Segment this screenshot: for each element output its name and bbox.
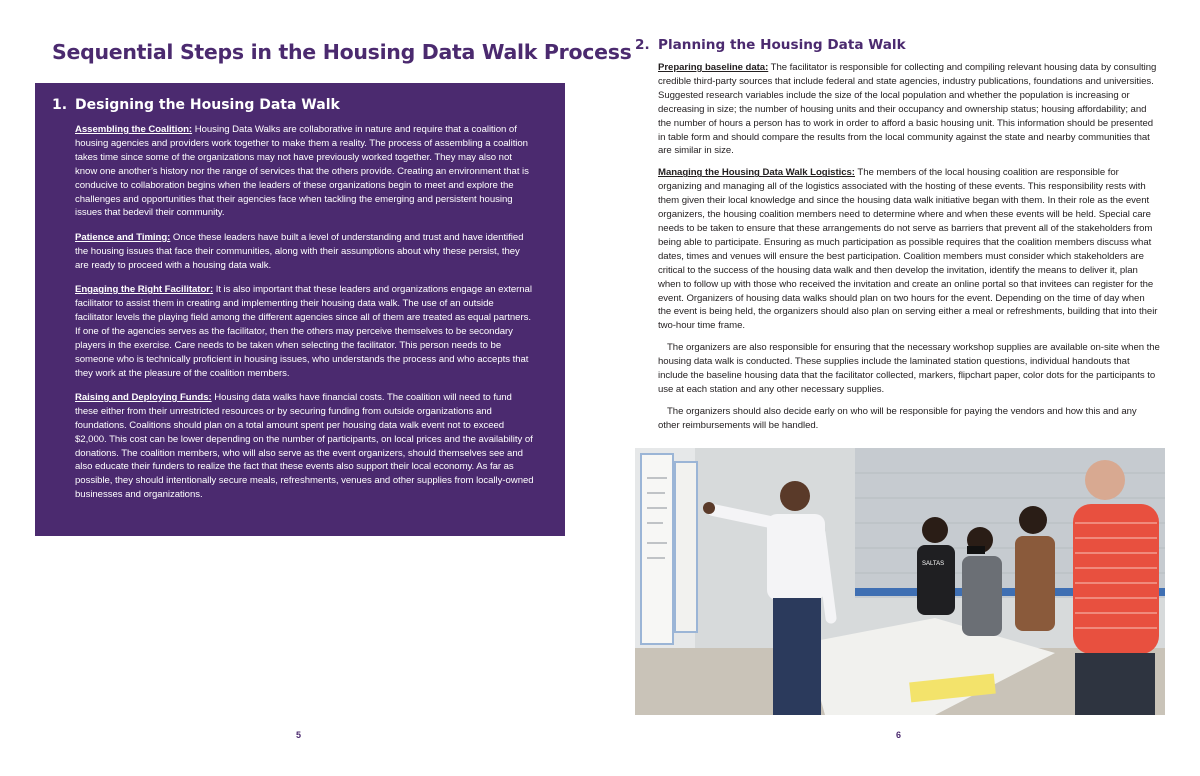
- paragraph-assembling-coalition: [75, 123, 534, 220]
- section-heading: [635, 37, 906, 53]
- paragraph-lead: Preparing baseline data:: [658, 62, 769, 73]
- paragraph-baseline-data: [658, 61, 1160, 158]
- paragraph-lead: Managing the Housing Data Walk Logistics:: [658, 167, 855, 179]
- section-number: 2.: [635, 37, 650, 53]
- section-heading: [52, 97, 340, 113]
- paragraph-reimbursements: The organizers should also decide early on who will be responsible for paying the vendors and how this and any other reimbursements will be handled.: [658, 405, 1137, 431]
- page-number: 6: [896, 730, 902, 740]
- paragraph-lead: Patience and Timing:: [75, 231, 171, 243]
- page-number: 5: [296, 730, 302, 740]
- workshop-photo-illustration: [635, 448, 1165, 715]
- page-title: Sequential Steps in the Housing Data Walk Process: [52, 40, 632, 64]
- section-heading-text: Planning the Housing Data Walk: [658, 37, 906, 53]
- section-body: [658, 61, 1160, 441]
- paragraph-text: The facilitator is responsible for collecting and compiling relevant housing data by consulting credible third-party sources that include federal and state agencies, industry publications, foundations and universities. Suggested research variables include the size of the local population and whether the population is increasing or decreasing in size; the number of housing units and their occupancy and ownership status; housing affordability; and the number of hours a person has to work in order to afford a basic housing unit. This information should be presented in table form and should compare the results from the local community against the state and nearby communities that are similar in size.: [658, 62, 1157, 157]
- right-page: [600, 0, 1200, 776]
- section-number: 1.: [52, 97, 68, 113]
- paragraph-supplies: The organizers are also responsible for ensuring that the necessary workshop supplies are available on-site when the housing data walk is conducted. These supplies include the laminated station questions, individual handouts that include the baseline housing data that the facilitator collected, markers, flipchart paper, color dots for the participants to use at each station and any other necessary supplies.: [658, 342, 1160, 395]
- paragraph-logistics: [658, 166, 1160, 333]
- paragraph-lead: Raising and Deploying Funds:: [75, 391, 212, 403]
- workshop-photo: [635, 448, 1165, 715]
- shirt-text: SALTAS: [922, 561, 945, 567]
- paragraph-text: Housing data walks have financial costs. The coalition will need to fund these either from their unrestricted resources or by securing funding from outside organizations and foundations. Coalitions should plan on a total amount spent per housing data walk event not to exceed $2,000. This cost can be lower depending on the number of participants, on local prices and the availability of donations. The coalition members, who will also serve as the event organizers, should themselves see and also educate their funders to realize the fact that these events also support their local economy. As far as possible, they should intentionally secure meals, refreshments, venues and other supplies from locally-owned businesses and organizations.: [75, 391, 534, 501]
- paragraph-right-facilitator: [75, 283, 534, 380]
- paragraph-lead: Assembling the Coalition:: [75, 124, 193, 135]
- paragraph-raising-funds: [75, 391, 534, 502]
- paragraph-lead: Engaging the Right Facilitator:: [75, 284, 214, 296]
- section-body: [75, 123, 534, 513]
- paragraph-text: The members of the local housing coalition are responsible for organizing and managing all of the logistics associated with the hosting of these events. This responsibility rests with them given their local knowledge and since the housing data walk initiative began with them. In their role as the event organizers, the housing coalition members need to determine where and when these events will be held. Special care needs to be taken to ensure that these arrangements do not serve as barriers that prevent all of the stakeholders from being able to participate. Ensuring as much participation as possible requires that the coalition members discuss what dates, times and venues will ensure the best participation. Coalition members must consider which stakeholders are critical to the success of the housing data walk and then develop the invitation, identify the means to deliver it, plan when to follow up with those who received the invitation and create an online portal so that invitees can register for the event. Organizers of housing data walks should plan on two hours for the event. Depending on the time of day when the event is being held, the organizers should also plan on serving either a meal or refreshments, building that into their two-hour time frame.: [658, 167, 1158, 332]
- section-heading-text: Designing the Housing Data Walk: [75, 97, 340, 113]
- paragraph-text: It is also important that these leaders and organizations engage an external facilitator to assist them in creating and implementing their housing data walk. The use of an outside facilitator levels the playing field among the different agencies since all of them are treated as equal partners. If one of the agencies serves as the facilitator, then the others may perceive themselves to be secondary players in the exercise. Care needs to be taken when selecting the facilitator. This person needs to be someone who is technically proficient in housing issues, who understands the process and who accepts that they work at the pleasure of the coalition members.: [75, 284, 532, 379]
- paragraph-patience-timing: [75, 231, 534, 273]
- designing-section-panel: [35, 83, 565, 536]
- paragraph-text: Housing Data Walks are collaborative in nature and require that a coalition of housing agencies and providers work together to make them a reality. The process of assembling a coalition takes time since some of the organizations may not have previously worked together. They may also not know one another’s history nor the range of services that the others provide. Creating an environment that is conducive to collaboration begins when the leaders of these organizations begin to meet and explore the challenges and opportunities that their agencies face when tackling the emerging and persistent housing issues that bedevil their community.: [75, 124, 529, 219]
- paragraph-text: Once these leaders have built a level of understanding and trust and have identified the housing issues that face their communities, along with their assumptions about why these persist, they are ready to proceed with a housing data walk.: [75, 231, 524, 271]
